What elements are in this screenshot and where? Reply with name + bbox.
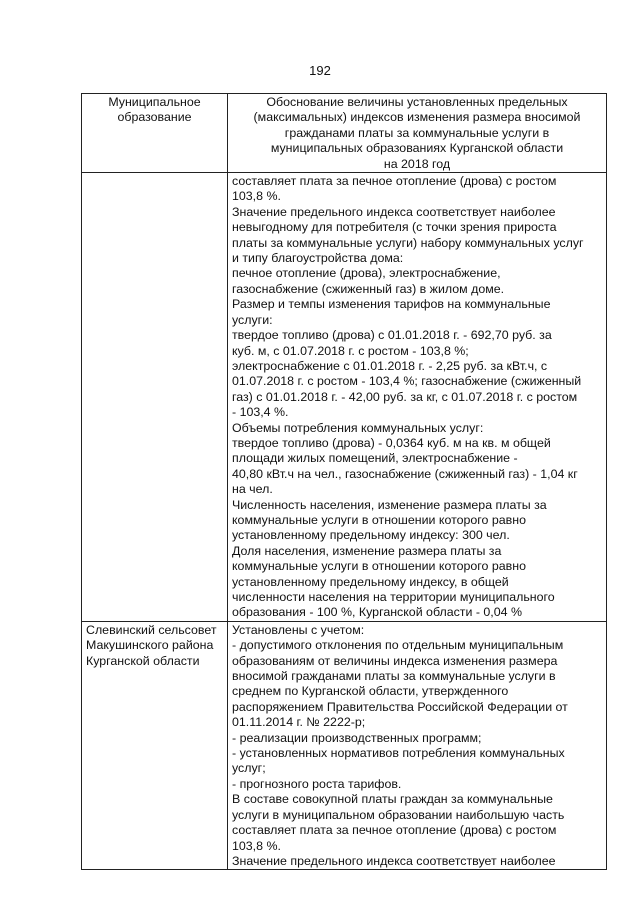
municipality-name-line: Слевинский сельсовет [86, 622, 217, 637]
tariff-index-table [81, 93, 607, 870]
justification-text-line: Размер и темпы изменения тарифов на коммунальные [232, 297, 551, 312]
justification-text-line: невыгодному для потребителя (с точки зрения прироста [232, 220, 557, 235]
justification-text-line: установленному предельному индексу, в общей [232, 574, 509, 589]
justification-text-line: 01.11.2014 г. № 2222-р; [232, 715, 366, 730]
header-municipality-line: Муниципальное [108, 95, 201, 109]
justification-text-line: - допустимого отклонения по отдельным муниципальным [232, 638, 564, 653]
justification-text-line: В составе совокупной платы граждан за коммунальные [232, 792, 553, 807]
justification-text-line: Установлены с учетом: [232, 622, 365, 637]
justification-text-line: Численность населения, изменение размера платы за [232, 497, 547, 512]
municipality-name-line: Курганской области [86, 653, 200, 668]
justification-text-line: 103,8 %. [232, 189, 281, 204]
justification-text-line: платы за коммунальные услуги) набору коммунальных услуг [232, 235, 584, 250]
justification-text-line: - реализации производственных программ; [232, 730, 482, 745]
justification-text-line: среднем по Курганской области, утвержденного [232, 684, 509, 699]
justification-text-line: газоснабжение (сжиженный газ) в жилом доме. [232, 281, 505, 296]
justification-text-line: и типу благоустройства дома: [232, 251, 404, 266]
justification-text-line: Доля населения, изменение размера платы за [232, 543, 502, 558]
justification-text-line: распоряжением Правительства Российской Федерации от [232, 699, 568, 714]
justification-text-line: твердое топливо (дрова) - 0,0364 куб. м на кв. м общей [232, 435, 551, 450]
justification-text-line: коммунальные услуги в отношении которого равно [232, 512, 526, 527]
justification-text-line: численности населения на территории муниципального [232, 590, 555, 604]
justification-text-line: куб. м, с 01.07.2018 г. с ростом - 103,8 %; [232, 343, 469, 358]
municipality-name-line: Макушинского района [86, 638, 214, 653]
municipality-cell [82, 621, 228, 870]
table-row [82, 621, 607, 870]
justification-text-line: площади жилых помещений, электроснабжение - [232, 451, 518, 466]
justification-text-line: 40,80 кВт.ч на чел., газоснабжение (сжиженный газ) - 1,04 кг [232, 466, 578, 481]
justification-text-line: - установленных нормативов потребления коммунальных [232, 746, 565, 761]
justification-cell [228, 621, 607, 870]
justification-text-line: услуг; [232, 761, 266, 776]
justification-text-line: образования - 100 %, Курганской области - 0,04 % [232, 605, 522, 620]
justification-text-line: Значение предельного индекса соответствует наиболее [232, 853, 556, 868]
justification-text-line: составляет плата за печное отопление (дрова) с ростом [232, 174, 557, 189]
justification-text-line: печное отопление (дрова), электроснабжение, [232, 266, 501, 281]
justification-text-line: услуги: [232, 312, 273, 327]
justification-cell [228, 173, 607, 622]
justification-text-line: вносимой гражданами платы за коммунальные услуги в [232, 669, 556, 684]
justification-text-line: Объемы потребления коммунальных услуг: [232, 420, 484, 435]
justification-text-line: твердое топливо (дрова) с 01.01.2018 г. - 692,70 руб. за [232, 328, 552, 343]
justification-text-line: услуги в муниципальном образовании наибольшую часть [232, 807, 565, 822]
justification-text-line: составляет плата за печное отопление (дрова) с ростом [232, 823, 557, 838]
justification-text-line: установленному предельному индексу: 300 чел. [232, 528, 510, 543]
justification-text-line: электроснабжение с 01.01.2018 г. - 2,25 руб. за кВт.ч, с [232, 358, 548, 373]
header-justification [228, 94, 607, 173]
justification-text-line: образованиям от величины индекса изменения размера [232, 653, 558, 668]
municipality-cell [82, 173, 228, 622]
justification-text-line: коммунальные услуги в отношении которого равно [232, 559, 526, 574]
justification-text-line: Значение предельного индекса соответствует наиболее [232, 204, 556, 219]
header-justification-line: муниципальных образованиях Курганской области [270, 141, 564, 156]
justification-text-line: на чел. [232, 482, 273, 497]
header-justification-line: (максимальных) индексов изменения размера вносимой [253, 110, 581, 125]
table-header-row [82, 94, 607, 173]
header-justification-line: на 2018 год [383, 156, 451, 171]
header-municipality [82, 94, 228, 173]
header-municipality-line: образование [117, 110, 192, 125]
table-row [82, 173, 607, 622]
justification-text-line: - 103,4 %. [232, 405, 289, 420]
justification-text-line: газ) с 01.01.2018 г. - 42,00 руб. за кг, с 01.07.2018 г. с ростом [232, 389, 578, 404]
page-number: 192 [309, 63, 331, 78]
justification-text-line: 01.07.2018 г. с ростом - 103,4 %; газоснабжение (сжиженный [232, 374, 582, 389]
header-justification-line: Обоснование величины установленных предельных [266, 95, 568, 109]
header-justification-line: гражданами платы за коммунальные услуги в [284, 125, 550, 140]
justification-text-line: 103,8 %. [232, 838, 281, 853]
justification-text-line: - прогнозного роста тарифов. [232, 776, 402, 791]
